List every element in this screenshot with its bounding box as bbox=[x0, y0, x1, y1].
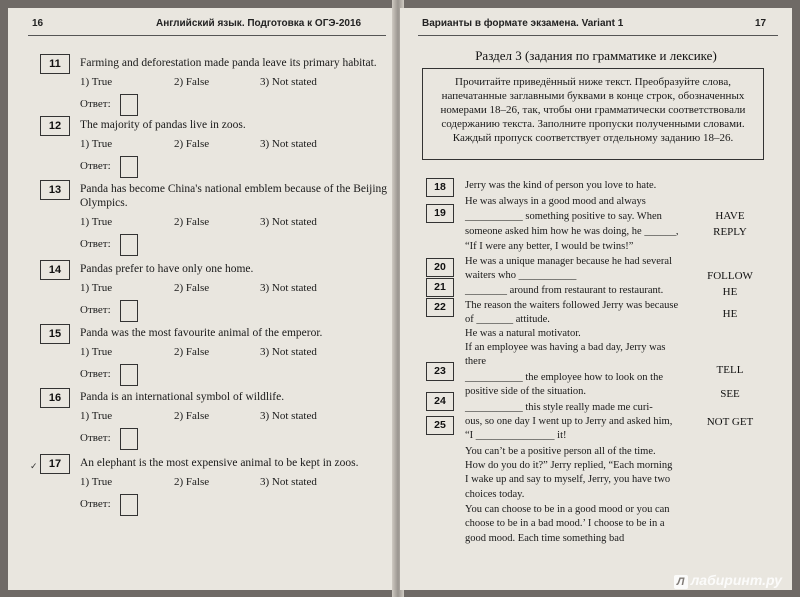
answer-box[interactable] bbox=[120, 156, 138, 178]
passage-line: He was a unique manager because he had several bbox=[465, 256, 672, 267]
base-word: TELL bbox=[716, 364, 744, 376]
task-number: 20 bbox=[426, 258, 454, 277]
base-word: REPLY bbox=[713, 226, 747, 238]
option-label: 1) True bbox=[80, 346, 113, 358]
option-label: 3) Not stated bbox=[260, 410, 317, 422]
base-word: SEE bbox=[720, 388, 740, 400]
margin-mark: ✓ bbox=[30, 461, 38, 471]
question-number: 11 bbox=[40, 54, 70, 74]
left-page bbox=[8, 8, 397, 590]
passage-line: of _______ attitude. bbox=[465, 314, 550, 325]
instructions-line: содержанию текста. Заполните пропуски полученными словами. bbox=[441, 118, 745, 130]
option-label: 3) Not stated bbox=[260, 216, 317, 228]
option-label: 1) True bbox=[80, 476, 113, 488]
question-text: Pandas prefer to have only one home. bbox=[80, 263, 254, 275]
question-number: 13 bbox=[40, 180, 70, 200]
question-text: An elephant is the most expensive animal to be kept in zoos. bbox=[80, 457, 359, 469]
right-page-number: 17 bbox=[755, 18, 767, 29]
task-number: 23 bbox=[426, 362, 454, 381]
passage-line: “I _______________ it! bbox=[465, 430, 567, 441]
task-number: 25 bbox=[426, 416, 454, 435]
instructions-line: номерами 18–26, так, чтобы они грамматически соответствовали bbox=[440, 104, 746, 116]
option-label: 2) False bbox=[174, 282, 210, 294]
passage-line: waiters who ___________ bbox=[465, 270, 577, 281]
option-label: 1) True bbox=[80, 410, 113, 422]
answer-label: Ответ: bbox=[80, 432, 111, 444]
answer-label: Ответ: bbox=[80, 304, 111, 316]
option-label: 2) False bbox=[174, 216, 210, 228]
base-word: FOLLOW bbox=[707, 270, 753, 282]
option-label: 1) True bbox=[80, 216, 113, 228]
answer-label: Ответ: bbox=[80, 160, 111, 172]
option-label: 3) Not stated bbox=[260, 346, 317, 358]
passage-line: Jerry was the kind of person you love to hate. bbox=[465, 180, 657, 191]
option-label: 3) Not stated bbox=[260, 476, 317, 488]
instructions-box bbox=[422, 68, 764, 160]
instructions-line: Каждый пропуск соответствует отдельному заданию 18–26. bbox=[452, 132, 734, 144]
option-label: 3) Not stated bbox=[260, 138, 317, 150]
passage-line: He was always in a good mood and always bbox=[465, 196, 646, 207]
right-header-rule bbox=[418, 35, 778, 36]
right-header-title: Варианты в формате экзамена. Variant 1 bbox=[422, 18, 624, 29]
passage-line: ________ around from restaurant to restaurant. bbox=[465, 285, 664, 296]
question-text: Panda has become China's national emblem because of the Beijing bbox=[80, 183, 388, 195]
question-text: Panda is an international symbol of wildlife. bbox=[80, 391, 285, 403]
task-number: 21 bbox=[426, 278, 454, 297]
option-label: 3) Not stated bbox=[260, 76, 317, 88]
option-label: 2) False bbox=[174, 76, 210, 88]
left-page-number: 16 bbox=[32, 18, 44, 29]
task-number: 22 bbox=[426, 298, 454, 317]
left-header-rule bbox=[28, 35, 386, 36]
passage-line: good mood. Each time something bad bbox=[465, 533, 625, 544]
question-text: Panda was the most favourite animal of the emperor. bbox=[80, 327, 323, 339]
answer-box[interactable] bbox=[120, 494, 138, 516]
option-label: 1) True bbox=[80, 282, 113, 294]
question-number: 14 bbox=[40, 260, 70, 280]
question-number: 12 bbox=[40, 116, 70, 136]
left-header-title: Английский язык. Подготовка к ОГЭ-2016 bbox=[156, 18, 362, 29]
option-label: 3) Not stated bbox=[260, 282, 317, 294]
option-label: 1) True bbox=[80, 138, 113, 150]
answer-box[interactable] bbox=[120, 300, 138, 322]
passage-line: He was a natural motivator. bbox=[465, 328, 581, 339]
answer-box[interactable] bbox=[120, 94, 138, 116]
answer-label: Ответ: bbox=[80, 368, 111, 380]
passage-line: there bbox=[465, 356, 486, 367]
task-number: 18 bbox=[426, 178, 454, 197]
passage-line: ___________ the employee how to look on the bbox=[465, 372, 664, 383]
answer-box[interactable] bbox=[120, 428, 138, 450]
answer-box[interactable] bbox=[120, 364, 138, 386]
passage-line: positive side of the situation. bbox=[465, 386, 587, 397]
passage-line: I wake up and say to myself, Jerry, you have two bbox=[465, 474, 671, 485]
question-number: 17 bbox=[40, 454, 70, 474]
answer-label: Ответ: bbox=[80, 98, 111, 110]
passage-line: choose to be in a bad mood.’ I choose to be in a bbox=[465, 518, 665, 529]
question-text: The majority of pandas live in zoos. bbox=[80, 119, 246, 131]
answer-box[interactable] bbox=[120, 234, 138, 256]
base-word: NOT GET bbox=[706, 416, 754, 428]
task-number: 19 bbox=[426, 204, 454, 223]
base-word: HE bbox=[722, 286, 738, 298]
option-label: 2) False bbox=[174, 346, 210, 358]
passage-line: The reason the waiters followed Jerry was because bbox=[465, 300, 679, 311]
watermark bbox=[674, 572, 782, 589]
right-page bbox=[400, 8, 792, 590]
passage-line: If an employee was having a bad day, Jerry was bbox=[465, 342, 666, 353]
option-label: 2) False bbox=[174, 410, 210, 422]
answer-label: Ответ: bbox=[80, 498, 111, 510]
option-label: 1) True bbox=[80, 76, 113, 88]
passage-line: someone asked him how he was doing, he ______, bbox=[465, 226, 679, 237]
labirint-logo-icon: Л bbox=[674, 575, 688, 589]
passage-line: How do you do it?” Jerry replied, “Each morning bbox=[465, 460, 673, 471]
passage-line: choices today. bbox=[465, 489, 525, 500]
passage-line: ___________ something positive to say. When bbox=[465, 211, 662, 222]
passage-line: You can choose to be in a good mood or you can bbox=[465, 504, 670, 515]
instructions-line: напечатанные заглавными буквами в конце строк, обозначенных bbox=[441, 90, 745, 102]
passage-line: You can’t be a positive person all of the time. bbox=[465, 446, 656, 457]
question-number: 16 bbox=[40, 388, 70, 408]
passage-line: “If I were any better, I would be twins!” bbox=[465, 241, 634, 252]
watermark-text: лабиринт.ру bbox=[690, 572, 782, 588]
base-word: HE bbox=[722, 308, 738, 320]
option-label: 2) False bbox=[174, 138, 210, 150]
base-word: HAVE bbox=[715, 210, 745, 222]
option-label: 2) False bbox=[174, 476, 210, 488]
question-text: Farming and deforestation made panda leave its primary habitat. bbox=[80, 57, 377, 69]
question-number: 15 bbox=[40, 324, 70, 344]
instructions-line: Прочитайте приведённый ниже текст. Преобразуйте слова, bbox=[455, 76, 731, 88]
answer-label: Ответ: bbox=[80, 238, 111, 250]
question-text: Olympics. bbox=[80, 197, 128, 209]
passage-line: ___________ this style really made me curi- bbox=[465, 402, 653, 413]
passage-line: ous, so one day I went up to Jerry and asked him, bbox=[465, 416, 673, 427]
task-number: 24 bbox=[426, 392, 454, 411]
section-title: Раздел 3 (задания по грамматике и лексике) bbox=[475, 48, 717, 63]
